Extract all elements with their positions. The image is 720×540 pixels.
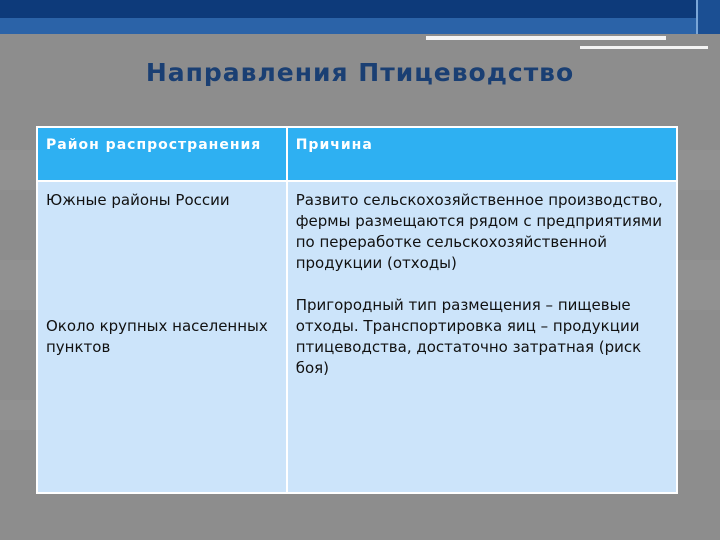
region-cell	[37, 181, 287, 493]
table-row	[37, 181, 677, 493]
column-header-reason: Причина	[287, 127, 677, 181]
header-dark-stripe	[0, 0, 720, 18]
region-text: Южные районы России	[46, 191, 230, 209]
slide-title: Направления Птицеводство	[145, 58, 575, 87]
table-header-row	[37, 127, 677, 181]
spacer	[46, 295, 278, 316]
region-text: Около крупных населенных пунктов	[46, 317, 268, 356]
reason-cell	[287, 181, 677, 493]
header-blue-stripe	[0, 18, 720, 34]
decorative-line	[426, 36, 666, 40]
spacer	[296, 274, 668, 295]
reason-text: Пригородный тип размещения – пищевые отходы. Транспортировка яиц – продукции птицеводства, достаточно затратная (риск боя)	[295, 296, 642, 377]
spacer	[46, 211, 278, 232]
header-corner-block	[696, 0, 720, 34]
spacer	[46, 253, 278, 274]
column-header-region: Район распространения	[37, 127, 287, 181]
reason-text: Развито сельскохозяйственное производство, фермы размещаются рядом с предприятиями по переработке сельскохозяйственной продукции (отходы)	[295, 191, 663, 272]
spacer	[46, 232, 278, 253]
info-table	[36, 126, 678, 494]
spacer	[46, 274, 278, 295]
decorative-line	[580, 46, 708, 49]
